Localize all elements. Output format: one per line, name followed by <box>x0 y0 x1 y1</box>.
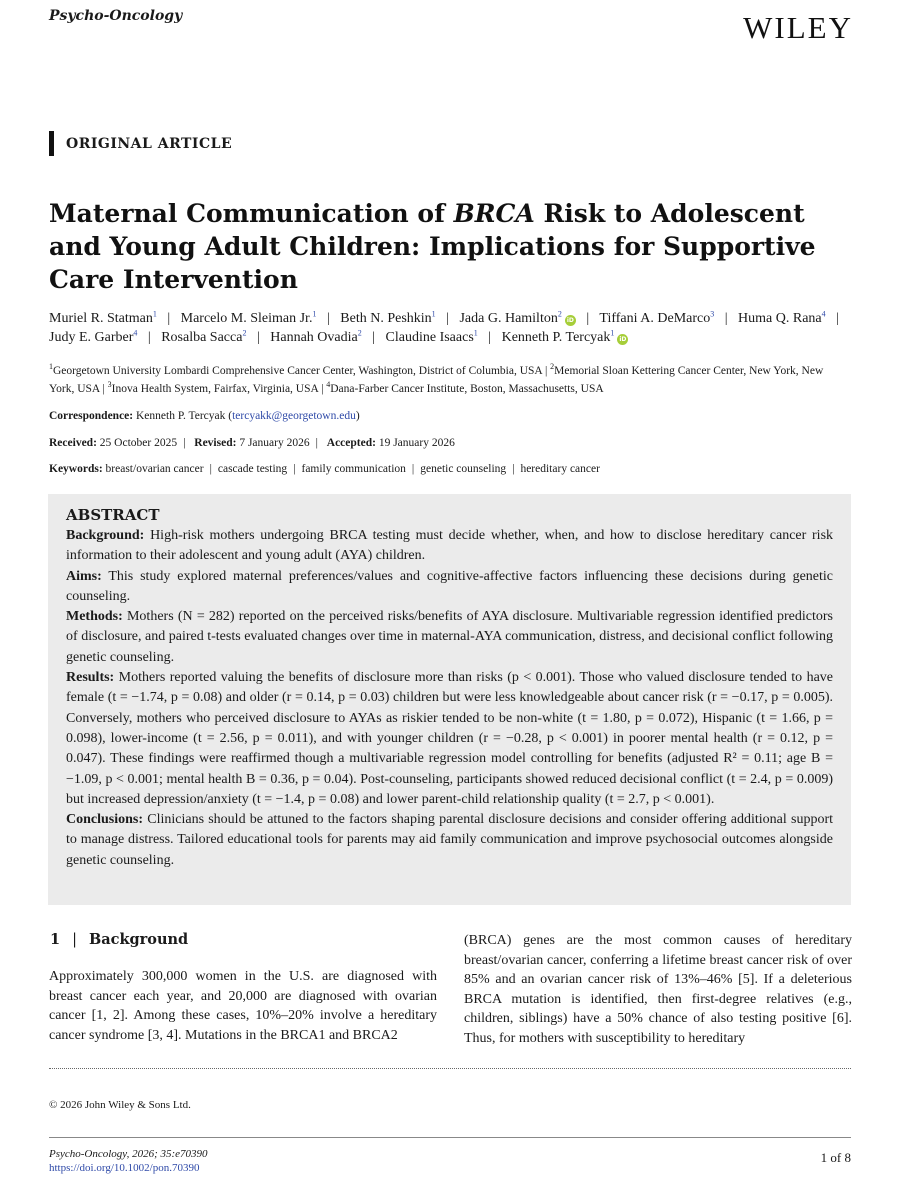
author-affiliation-ref[interactable]: 4 <box>821 309 826 319</box>
author-name: Judy E. Garber <box>49 330 134 345</box>
author-name: Tiffani A. DeMarco <box>599 311 711 326</box>
methods-label: Methods: <box>66 609 123 625</box>
title-part-2: Risk to Adolescent and Young Adult Children: Implications for Supportive Care Intervention <box>49 199 816 294</box>
author-name: Kenneth P. Tercyak <box>501 330 611 345</box>
author[interactable] <box>181 311 317 326</box>
affiliation-text: Georgetown University Lombardi Comprehensive Cancer Center, Washington, District of Columbia, USA <box>53 365 543 377</box>
author[interactable] <box>340 311 435 326</box>
author[interactable] <box>49 330 137 345</box>
journal-name-header: Psycho-Oncology <box>49 8 183 24</box>
abstract-box <box>48 494 851 905</box>
author-separator: | <box>372 330 376 345</box>
author-affiliation-ref[interactable]: 1 <box>473 328 478 338</box>
author-separator: | <box>326 311 330 326</box>
author-separator: | <box>167 311 171 326</box>
results-label: Results: <box>66 670 115 686</box>
article-dates: Received: 25 October 2025 | Revised: 7 January 2026 | Accepted: 19 January 2026 <box>49 437 455 449</box>
author-separator: | <box>256 330 260 345</box>
author-name: Claudine Isaacs <box>385 330 474 345</box>
author[interactable] <box>738 311 826 326</box>
affiliation-number: 3 <box>107 380 112 390</box>
correspondence-label: Correspondence: <box>49 410 134 422</box>
footer-rule <box>49 1137 851 1138</box>
affiliation-separator: | <box>318 383 327 395</box>
author-affiliation-ref[interactable]: 1 <box>312 309 317 319</box>
conclusions-text: Clinicians should be attuned to the factors shaping parental disclosure decisions and consider offering additional support to manage distress. Tailored educational tools for parents may aid family communication and improve psychosocial outcomes alongside genetic counseling. <box>66 812 833 868</box>
author-name: Rosalba Sacca <box>161 330 243 345</box>
affiliation-separator: | <box>99 383 108 395</box>
section-divider: | <box>72 932 77 948</box>
author-separator: | <box>586 311 590 326</box>
section-heading-background <box>50 931 188 948</box>
affiliation-separator: | <box>542 365 551 377</box>
author-affiliation-ref[interactable]: 1 <box>431 309 436 319</box>
abstract-conclusions <box>66 810 833 871</box>
keyword: family communication <box>301 463 406 475</box>
received-label: Received: <box>49 437 97 449</box>
revised-label: Revised: <box>194 437 237 449</box>
keyword: genetic counseling <box>420 463 507 475</box>
affiliation <box>49 362 543 377</box>
affiliation <box>107 380 319 395</box>
correspondence: Correspondence: Kenneth P. Tercyak (tercyakk@georgetown.edu) <box>49 410 360 422</box>
keyword-separator: | <box>209 463 212 475</box>
author[interactable] <box>161 330 246 345</box>
methods-text: Mothers (N = 282) reported on the perceived risks/benefits of AYA disclosure. Multivariable regression identified predictors of disclosure, and paired t-tests evaluated changes over time in maternal-AYA communication, distress, and decisional conflict following genetic counseling. <box>66 609 834 665</box>
title-gene-name: BRCA <box>453 199 535 228</box>
affiliation-number: 1 <box>49 362 53 372</box>
abstract-background <box>66 526 833 567</box>
keyword: hereditary cancer <box>520 463 600 475</box>
results-text: Mothers reported valuing the benefits of disclosure more than risks (p < 0.001). Those who valued disclosure tended to have female (t = −1.74, p = 0.08) and older (r = 0.14, p = 0.03) children but were less knowledgeable about cancer risk (r = −0.17, p = 0.005). Conversely, mothers who perceived disclosure to AYAs as riskier tended to be non-white (t = 1.80, p = 0.072), Hispanic (t = 1.66, p = 0.098), lower-income (t = 2.56, p = 0.011), and with younger children (r = −0.28, p < 0.001) in poorer mental health (r = 0.12, p = 0.047). These findings were reaffirmed though a multivariable regression model controlling for benefits (adjusted R² = 0.11; age B = −1.09, p < 0.001; mental health B = 0.36, p = 0.04). Post-counseling, participants showed reduced decisional conflict (t = 2.4, p = 0.009) but increased depression/anxiety (t = −1.4, p = 0.08) and lower parent-child relationship quality (t = 2.7, p < 0.001). <box>66 670 833 807</box>
author-name: Hannah Ovadia <box>270 330 358 345</box>
keyword-list <box>106 463 600 475</box>
abstract-heading: ABSTRACT <box>66 506 160 524</box>
affiliation-text: Inova Health System, Fairfax, Virginia, USA <box>111 383 319 395</box>
article-type-tag <box>49 131 232 156</box>
orcid-icon[interactable]: iD <box>619 336 627 343</box>
publisher-logo: WILEY <box>743 10 853 45</box>
keyword-separator: | <box>512 463 515 475</box>
author[interactable] <box>459 311 575 326</box>
affiliation <box>326 380 604 395</box>
author-name: Beth N. Peshkin <box>340 311 432 326</box>
author-name: Marcelo M. Sleiman Jr. <box>180 311 313 326</box>
keywords-label: Keywords: <box>49 463 103 475</box>
abstract-results <box>66 668 833 810</box>
accepted-date: 19 January 2026 <box>378 437 455 449</box>
affiliation-number: 4 <box>326 380 331 390</box>
author[interactable] <box>599 311 714 326</box>
keyword-separator: | <box>293 463 296 475</box>
affiliation-text: Memorial Sloan Kettering Cancer Center, New York, New York, USA <box>49 365 824 395</box>
author-affiliation-ref[interactable]: 1 <box>610 328 615 338</box>
doi-link[interactable]: https://doi.org/10.1002/pon.70390 <box>49 1162 200 1174</box>
correspondence-name: Kenneth P. Tercyak <box>136 410 226 422</box>
author-list <box>49 309 849 347</box>
author-name: Huma Q. Rana <box>738 311 822 326</box>
affiliation-number: 2 <box>550 362 555 372</box>
author[interactable] <box>386 330 478 345</box>
author-separator: | <box>724 311 728 326</box>
author[interactable] <box>49 311 157 326</box>
author-affiliation-ref[interactable]: 2 <box>357 328 362 338</box>
accepted-label: Accepted: <box>326 437 376 449</box>
correspondence-email-link[interactable]: tercyakk@georgetown.edu <box>232 410 356 422</box>
body-right-column: (BRCA) genes are the most common causes of hereditary breast/ovarian cancer, conferring a lifetime breast cancer risk of over 85% and an ovarian cancer risk of 13%–46% [5]. If a deleterious BRCA mutation is identified, then first-degree relatives (e.g., children, siblings) have a 50% chance of also testing positive [6]. Thus, for mothers with susceptibility to hereditary <box>464 933 852 1046</box>
abstract-aims <box>66 567 833 608</box>
author-affiliation-ref[interactable]: 2 <box>557 309 562 319</box>
author[interactable] <box>502 330 629 345</box>
keywords <box>49 463 600 475</box>
aims-text: This study explored maternal preferences/values and cognitive-affective factors influencing these decisions during genetic counseling. <box>66 568 833 604</box>
footnote-divider <box>49 1068 851 1069</box>
keyword: cascade testing <box>217 463 288 475</box>
orcid-icon[interactable]: iD <box>566 317 574 324</box>
author-separator: | <box>147 330 151 345</box>
author-name: Muriel R. Statman <box>49 311 153 326</box>
title-part-1: Maternal Communication of <box>49 199 454 228</box>
author-separator: | <box>446 311 449 326</box>
author-separator: | <box>488 330 492 345</box>
article-title <box>49 197 849 296</box>
author-affiliation-ref[interactable]: 3 <box>710 309 715 319</box>
keyword-separator: | <box>411 463 415 475</box>
conclusions-label: Conclusions: <box>66 812 144 828</box>
received-date: 25 October 2025 <box>99 437 178 449</box>
author[interactable] <box>270 330 361 345</box>
author-name: Jada G. Hamilton <box>459 311 558 326</box>
body-left-column: Approximately 300,000 women in the U.S. are diagnosed with breast cancer each year, and 20,000 are diagnosed with ovarian cancer [1, 2]. Among these cases, 10%–20% involve a hereditary cancer syndrome [3, 4]. Mutations in the BRCA1 and BRCA2 <box>49 969 437 1043</box>
abstract-methods <box>66 607 833 668</box>
author-affiliation-ref[interactable]: 4 <box>133 328 138 338</box>
author-separator: | <box>836 311 839 326</box>
citation-text: Psycho-Oncology, 2026; 35:e70390 <box>49 1148 208 1160</box>
background-text: High-risk mothers undergoing BRCA testing must decide whether, when, and how to disclose hereditary cancer risk information to their adolescent and young adult (AYA) children. <box>66 528 834 564</box>
section-number: 1 <box>50 931 61 948</box>
revised-date: 7 January 2026 <box>239 437 310 449</box>
affiliation-text: Dana-Farber Cancer Institute, Boston, Massachusetts, USA <box>330 383 604 395</box>
background-label: Background: <box>66 528 145 543</box>
author-affiliation-ref[interactable]: 1 <box>152 309 157 319</box>
page-number: 1 of 8 <box>820 1150 851 1165</box>
keyword: breast/ovarian cancer <box>105 463 204 475</box>
affiliations <box>49 362 849 398</box>
article-type-label: ORIGINAL ARTICLE <box>66 135 233 152</box>
aims-label: Aims: <box>66 568 102 584</box>
author-affiliation-ref[interactable]: 2 <box>242 328 247 338</box>
tag-bar <box>49 131 54 156</box>
copyright-notice: © 2026 John Wiley & Sons Ltd. <box>49 1099 191 1111</box>
section-title: Background <box>88 931 189 948</box>
footer-citation <box>49 1147 208 1175</box>
